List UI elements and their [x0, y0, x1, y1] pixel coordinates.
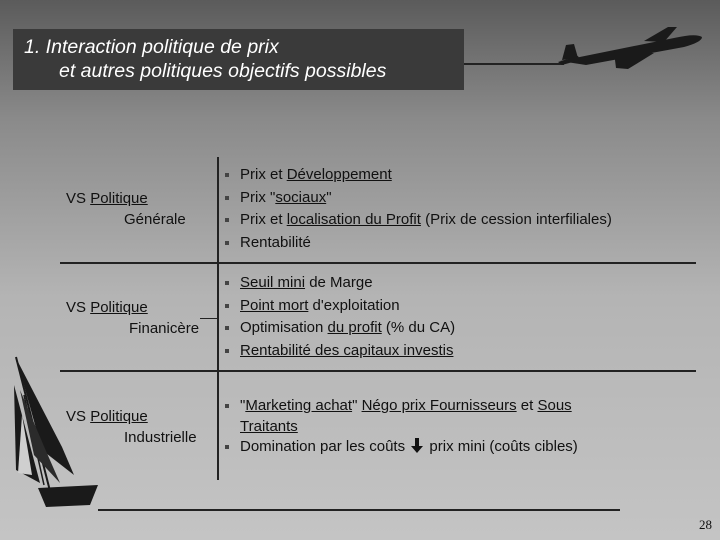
title-line-1: 1. Interaction politique de prix — [24, 36, 279, 58]
politique-word: Politique — [90, 408, 148, 425]
airplane-icon — [556, 25, 706, 70]
vs-prefix: VS — [66, 408, 87, 425]
section-divider-2 — [60, 370, 696, 372]
bullet-list-generale — [225, 164, 612, 254]
list-item: Prix et Développement — [225, 164, 612, 187]
bottom-rule — [98, 509, 620, 511]
list-item: Optimisation du profit (% du CA) — [225, 317, 455, 340]
section-divider-1 — [60, 262, 696, 264]
slide-title — [13, 29, 464, 90]
column-divider — [217, 157, 219, 480]
politique-word: Politique — [90, 190, 148, 207]
bullet-list-industrielle — [225, 395, 578, 458]
label-line-2: Finanicère — [129, 320, 200, 337]
page-number: 28 — [699, 517, 712, 532]
section-label-industrielle — [66, 406, 197, 448]
list-item: Prix "sociaux" — [225, 187, 612, 210]
label-line-2: Industrielle — [124, 429, 197, 446]
title-underline — [464, 63, 564, 65]
list-item: Domination par les coûts prix mini (coûts cibles) — [225, 436, 578, 459]
finance-label-rule — [200, 318, 217, 319]
vs-prefix: VS — [66, 190, 87, 207]
list-item: Seuil mini de Marge — [225, 272, 455, 295]
section-label-generale — [66, 188, 186, 230]
list-item: Rentabilité des capitaux investis — [225, 340, 455, 363]
list-item: "Marketing achat" Négo prix Fournisseurs et Sous Traitants — [225, 395, 578, 436]
bullet-list-financiere — [225, 272, 455, 362]
down-arrow-icon — [411, 438, 423, 453]
section-label-financiere — [66, 297, 199, 339]
politique-word: Politique — [90, 299, 148, 316]
list-item: Point mort d'exploitation — [225, 295, 455, 318]
vs-prefix: VS — [66, 299, 87, 316]
title-line-2: et autres politiques objectifs possibles — [59, 60, 387, 82]
list-item: Rentabilité — [225, 232, 612, 255]
list-item: Prix et localisation du Profit (Prix de cession interfiliales) — [225, 209, 612, 232]
label-line-2: Générale — [124, 211, 186, 228]
